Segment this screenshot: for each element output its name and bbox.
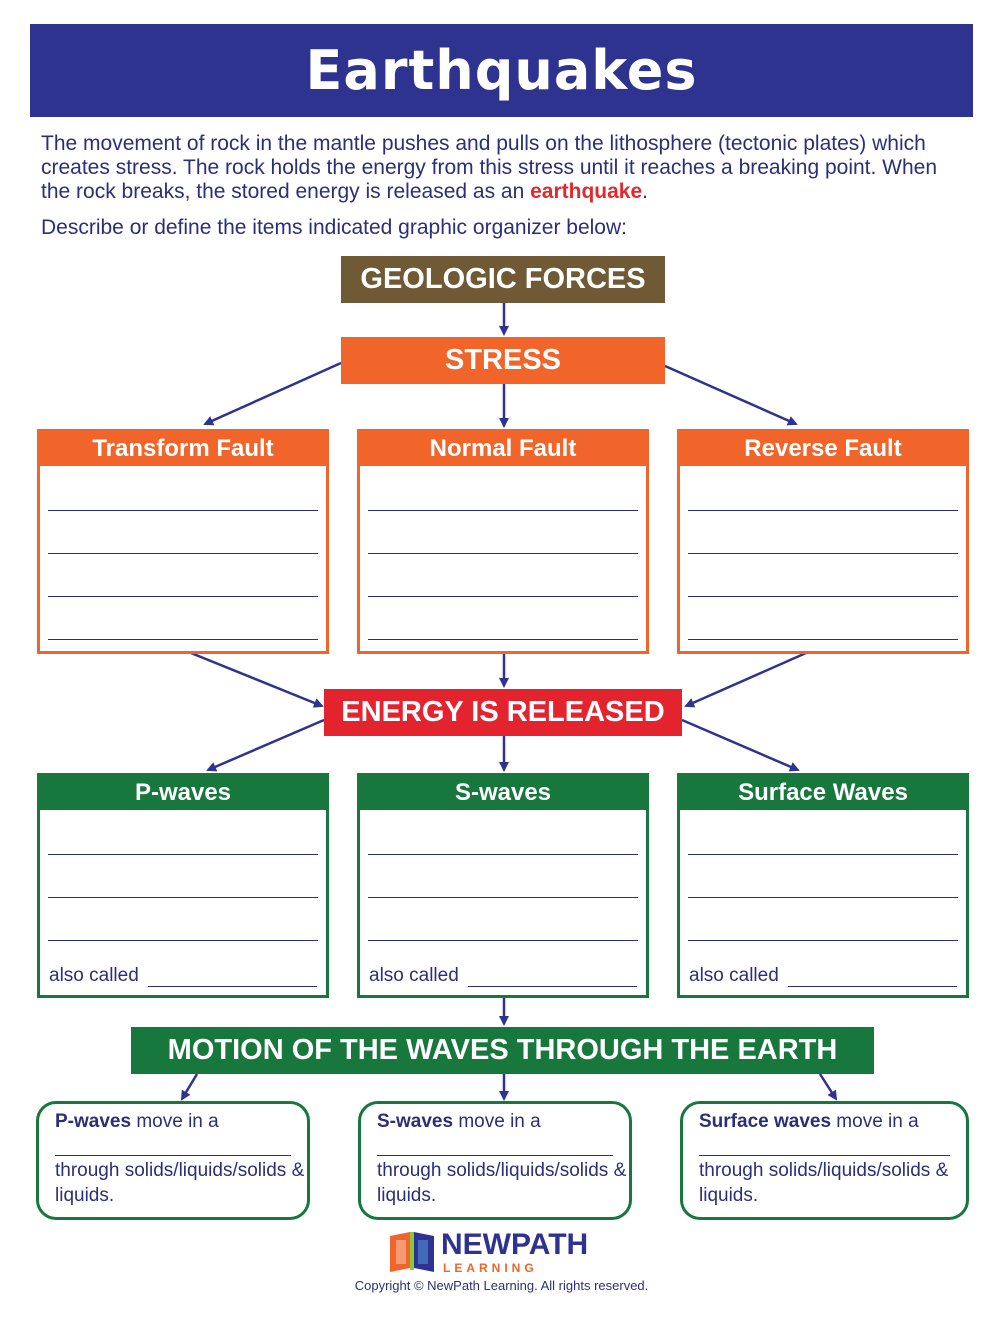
arrow-motion-to-p — [182, 1074, 197, 1099]
arrow-energy-to-pwaves — [208, 720, 324, 770]
answer-line — [377, 1155, 613, 1156]
answer-line — [688, 940, 958, 941]
surface-waves-motion-box — [680, 1101, 969, 1220]
arrow-stress-to-reverse — [665, 366, 796, 424]
transform-fault-box — [37, 429, 329, 654]
answer-line — [699, 1155, 950, 1156]
instructions: Describe or define the items indicated graphic organizer below: — [41, 216, 627, 239]
intro-text: The movement of rock in the mantle pushes and pulls on the lithosphere (tectonic plates) which creates stress. The rock holds the energy from this stress until it reaches a breaking point. When the rock breaks, the stored energy is released as an — [41, 132, 938, 203]
geologic-forces-banner: GEOLOGIC FORCES — [341, 256, 665, 303]
answer-line — [368, 854, 638, 855]
box-title: Normal Fault — [360, 432, 646, 466]
answer-line — [368, 897, 638, 898]
answer-line — [48, 897, 318, 898]
answer-line — [688, 639, 958, 640]
also-called-line — [468, 986, 637, 987]
answer-line — [688, 897, 958, 898]
answer-line — [48, 854, 318, 855]
motion-prompt: P-waves move in a — [55, 1111, 219, 1132]
intro-text-end: . — [642, 180, 648, 203]
answer-line — [368, 940, 638, 941]
stress-banner: STRESS — [341, 337, 665, 384]
answer-line — [688, 510, 958, 511]
s-waves-motion-box — [358, 1101, 632, 1220]
answer-line — [368, 510, 638, 511]
answer-line — [368, 553, 638, 554]
answer-line — [48, 940, 318, 941]
box-title: Transform Fault — [40, 432, 326, 466]
p-waves-motion-box — [36, 1101, 310, 1220]
answer-line — [688, 596, 958, 597]
answer-line — [368, 639, 638, 640]
also-called-label: also called — [689, 965, 779, 986]
box-title: Surface Waves — [680, 776, 966, 810]
answer-line — [55, 1155, 291, 1156]
p-waves-box — [37, 773, 329, 998]
box-title: S-waves — [360, 776, 646, 810]
logo-learning: LEARNING — [443, 1261, 538, 1275]
answer-line — [368, 596, 638, 597]
motion-prompt: Surface waves move in a — [699, 1111, 919, 1132]
answer-line — [688, 553, 958, 554]
intro-highlight: earthquake — [530, 180, 643, 203]
copyright: Copyright © NewPath Learning. All rights reserved. — [354, 1278, 649, 1293]
book-logo-icon — [388, 1230, 438, 1274]
reverse-fault-box — [677, 429, 969, 654]
motion-options: through solids/liquids/solids & liquids. — [55, 1160, 305, 1206]
answer-line — [48, 510, 318, 511]
arrow-reverse-to-energy — [686, 653, 806, 706]
normal-fault-box — [357, 429, 649, 654]
answer-line — [48, 639, 318, 640]
motion-options: through solids/liquids/solids & liquids. — [377, 1160, 627, 1206]
motion-prompt: S-waves move in a — [377, 1111, 541, 1132]
answer-line — [48, 596, 318, 597]
arrow-stress-to-transform — [205, 363, 341, 424]
also-called-label: also called — [369, 965, 459, 986]
arrow-energy-to-surface — [682, 720, 798, 770]
page-title: Earthquakes — [30, 24, 973, 117]
logo-newpath: NEWPATH — [441, 1228, 589, 1261]
arrow-motion-to-surface — [820, 1074, 836, 1099]
surface-waves-box — [677, 773, 969, 998]
motion-options: through solids/liquids/solids & liquids. — [699, 1160, 949, 1206]
energy-released-banner: ENERGY IS RELEASED — [324, 689, 682, 736]
answer-line — [688, 854, 958, 855]
box-title: Reverse Fault — [680, 432, 966, 466]
box-title: P-waves — [40, 776, 326, 810]
also-called-line — [148, 986, 317, 987]
answer-line — [48, 553, 318, 554]
arrow-transform-to-energy — [191, 653, 322, 706]
motion-banner: MOTION OF THE WAVES THROUGH THE EARTH — [131, 1027, 874, 1074]
also-called-label: also called — [49, 965, 139, 986]
s-waves-box — [357, 773, 649, 998]
also-called-line — [788, 986, 957, 987]
